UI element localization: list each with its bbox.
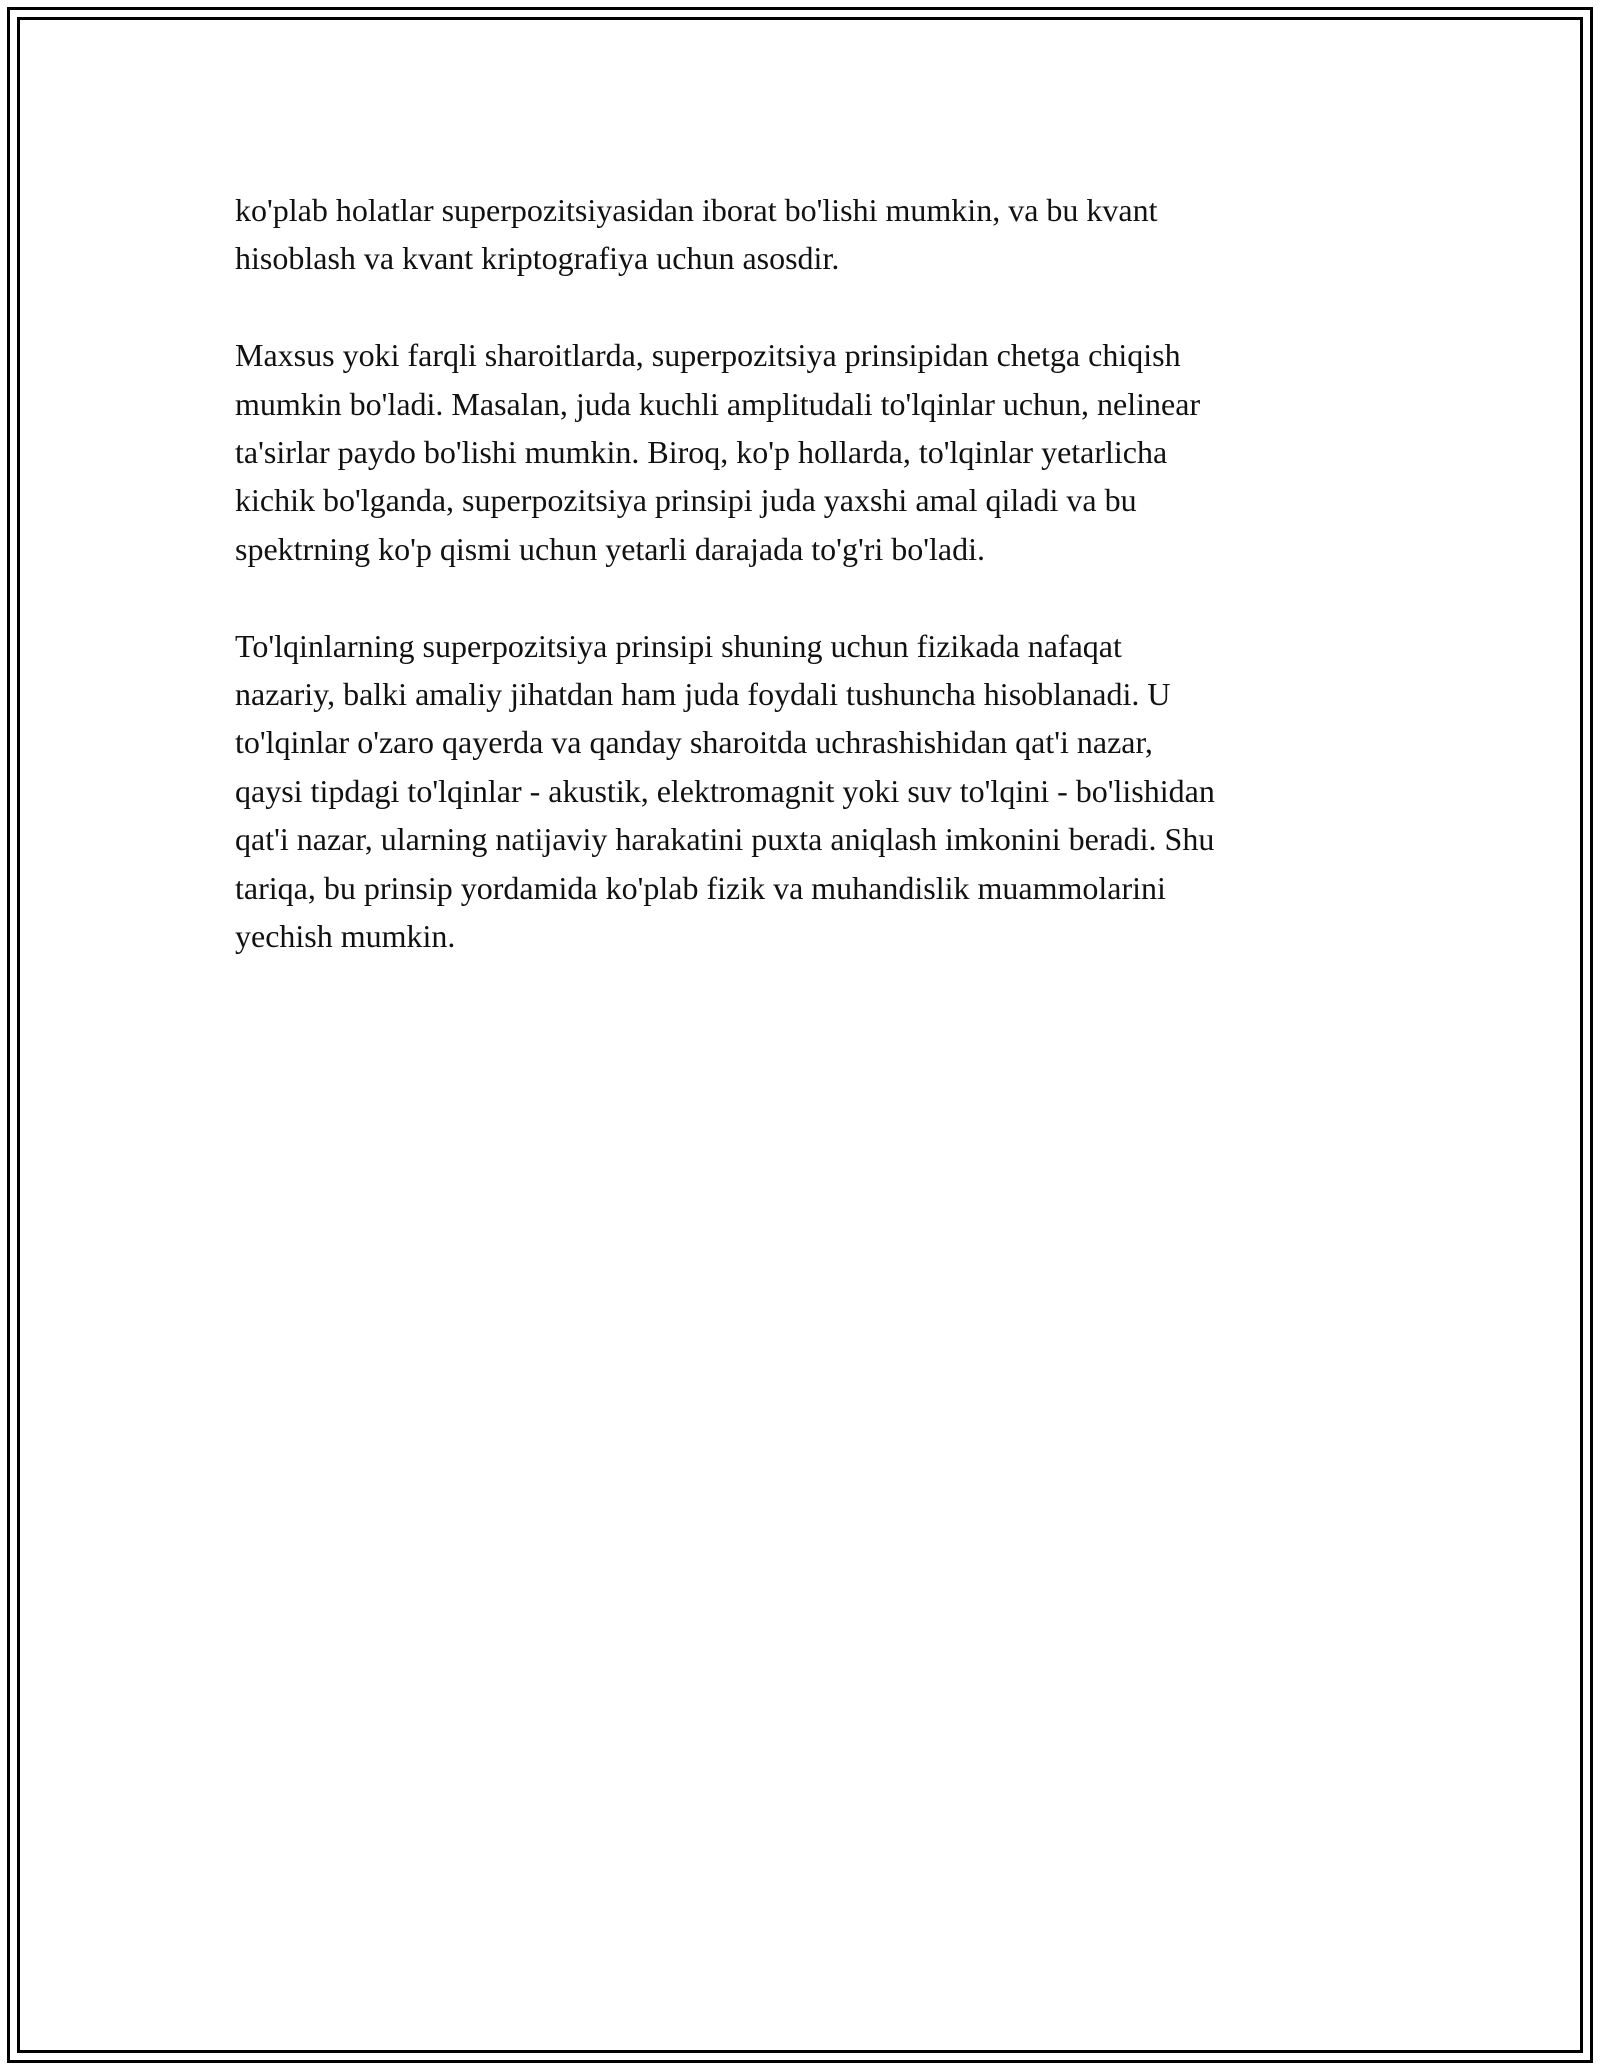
text-line: spektrning ko'p qismi uchun yetarli darajada to'g'ri bo'ladi.: [235, 530, 985, 567]
paragraph-1: [235, 186, 1385, 283]
text-line: qat'i nazar, ularning natijaviy harakatini puxta aniqlash imkonini beradi. Shu: [235, 821, 1215, 858]
document-body: [235, 186, 1385, 960]
paragraph-3: [235, 622, 1385, 961]
text-line: to'lqinlar o'zaro qayerda va qanday sharoitda uchrashishidan qat'i nazar,: [235, 724, 1153, 761]
text-line: nazariy, balki amaliy jihatdan ham juda foydali tushuncha hisoblanadi. U: [235, 676, 1171, 713]
text-line: qaysi tipdagi to'lqinlar - akustik, elektromagnit yoki suv to'lqini - bo'lishidan: [235, 772, 1215, 809]
text-line: To'lqinlarning superpozitsiya prinsipi shuning uchun fizikada nafaqat: [235, 627, 1122, 664]
text-line: yechish mumkin.: [235, 918, 456, 955]
text-line: hisoblash va kvant kriptografiya uchun asosdir.: [235, 240, 840, 277]
text-line: ta'sirlar paydo bo'lishi mumkin. Biroq, ko'p hollarda, to'lqinlar yetarlicha: [235, 434, 1168, 471]
text-line: Maxsus yoki farqli sharoitlarda, superpozitsiya prinsipidan chetga chiqish: [235, 337, 1181, 374]
text-line: kichik bo'lganda, superpozitsiya prinsipi juda yaxshi amal qiladi va bu: [235, 482, 1137, 519]
text-line: tariqa, bu prinsip yordamida ko'plab fizik va muhandislik muammolarini: [235, 869, 1166, 906]
text-line: ko'plab holatlar superpozitsiyasidan iborat bo'lishi mumkin, va bu kvant: [235, 192, 1158, 228]
text-line: mumkin bo'ladi. Masalan, juda kuchli amplitudali to'lqinlar uchun, nelinear: [235, 385, 1201, 422]
paragraph-2: [235, 331, 1385, 573]
